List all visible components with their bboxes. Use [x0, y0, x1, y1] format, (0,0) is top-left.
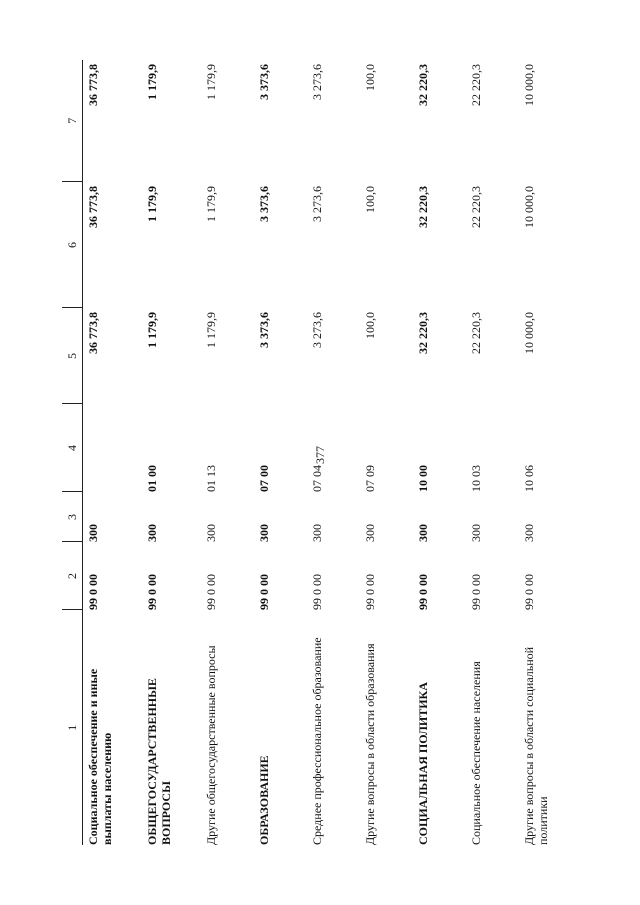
column-header-5: 5: [62, 308, 83, 404]
row-target-code: 99 0 00: [204, 574, 218, 610]
table-header: [62, 60, 83, 845]
table-row: [360, 60, 413, 845]
row-expense-type: 300: [469, 524, 483, 542]
row-section-code: 07 09: [363, 465, 377, 492]
row-section-code: 10 00: [416, 465, 430, 492]
budget-table: [62, 60, 578, 845]
row-value-col6: 100,0: [363, 186, 377, 213]
row-value-col6: 3 273,6: [310, 186, 324, 222]
table-row: [83, 60, 143, 845]
table-body: [83, 60, 579, 845]
row-value-col7: 10 000,0: [522, 64, 536, 106]
row-name: Другие вопросы в области образования: [363, 643, 377, 845]
row-section-code: 10 03: [469, 465, 483, 492]
row-target-code: 99 0 00: [522, 574, 536, 610]
row-name: Другие вопросы в области социальной политики: [522, 646, 551, 845]
table-row: [519, 60, 578, 845]
row-expense-type: 300: [145, 524, 159, 542]
row-name: ОБРАЗОВАНИЕ: [257, 755, 271, 845]
table-row: [201, 60, 254, 845]
row-value-col6: 36 773,8: [86, 186, 100, 228]
row-name: Социальное обеспечение и иные выплаты населению: [86, 668, 115, 845]
table-row: [413, 60, 466, 845]
column-header-2: 2: [62, 542, 83, 610]
table-row: [142, 60, 201, 845]
row-value-col5: 22 220,3: [469, 312, 483, 354]
row-value-col5: 10 000,0: [522, 312, 536, 354]
row-value-col5: 1 179,9: [145, 312, 159, 348]
row-value-col7: 3 373,6: [257, 64, 271, 100]
row-target-code: 99 0 00: [145, 574, 159, 610]
row-expense-type: 300: [204, 524, 218, 542]
row-expense-type: 300: [257, 524, 271, 542]
table-row: [254, 60, 307, 845]
row-value-col5: 3 273,6: [310, 312, 324, 348]
row-value-col5: 1 179,9: [204, 312, 218, 348]
row-name: СОЦИАЛЬНАЯ ПОЛИТИКА: [416, 682, 430, 845]
column-header-6: 6: [62, 182, 83, 308]
page-number: 377: [313, 446, 327, 464]
row-value-col6: 32 220,3: [416, 186, 430, 228]
row-target-code: 99 0 00: [310, 574, 324, 610]
row-expense-type: 300: [86, 524, 100, 542]
row-name: Среднее профессиональное образование: [310, 637, 324, 845]
row-section-code: [83, 404, 143, 492]
row-target-code: 99 0 00: [86, 574, 100, 610]
row-name: Другие общегосударственные вопросы: [204, 645, 218, 845]
table-row: [307, 60, 360, 845]
row-name: ОБЩЕГОСУДАРСТВЕННЫЕ ВОПРОСЫ: [145, 678, 174, 845]
row-value-col6: 1 179,9: [204, 186, 218, 222]
row-target-code: 99 0 00: [257, 574, 271, 610]
row-section-code: 07 00: [257, 465, 271, 492]
row-value-col7: 22 220,3: [469, 64, 483, 106]
row-value-col7: 3 273,6: [310, 64, 324, 100]
column-header-3: 3: [62, 492, 83, 542]
row-expense-type: 300: [522, 524, 536, 542]
row-expense-type: 300: [310, 524, 324, 542]
row-value-col5: 32 220,3: [416, 312, 430, 354]
column-header-7: 7: [62, 60, 83, 182]
row-value-col7: 100,0: [363, 64, 377, 91]
row-value-col7: 32 220,3: [416, 64, 430, 106]
row-value-col5: 36 773,8: [86, 312, 100, 354]
row-target-code: 99 0 00: [363, 574, 377, 610]
row-section-code: 01 00: [145, 465, 159, 492]
row-target-code: 99 0 00: [416, 574, 430, 610]
row-value-col7: 1 179,9: [204, 64, 218, 100]
row-value-col6: 3 373,6: [257, 186, 271, 222]
row-value-col5: 3 373,6: [257, 312, 271, 348]
rotated-page-content: [62, 60, 562, 845]
row-value-col6: 22 220,3: [469, 186, 483, 228]
row-value-col7: 36 773,8: [86, 64, 100, 106]
row-value-col7: 1 179,9: [145, 64, 159, 100]
row-value-col6: 1 179,9: [145, 186, 159, 222]
row-section-code: 01 13: [204, 465, 218, 492]
row-name: Социальное обеспечение населения: [469, 661, 483, 845]
row-target-code: 99 0 00: [469, 574, 483, 610]
row-section-code: 07 04: [310, 465, 324, 492]
row-expense-type: 300: [363, 524, 377, 542]
row-value-col6: 10 000,0: [522, 186, 536, 228]
column-header-4: 4: [62, 404, 83, 492]
table-row: [466, 60, 519, 845]
row-section-code: 10 06: [522, 465, 536, 492]
column-header-1: 1: [62, 610, 83, 845]
row-expense-type: 300: [416, 524, 430, 542]
row-value-col5: 100,0: [363, 312, 377, 339]
